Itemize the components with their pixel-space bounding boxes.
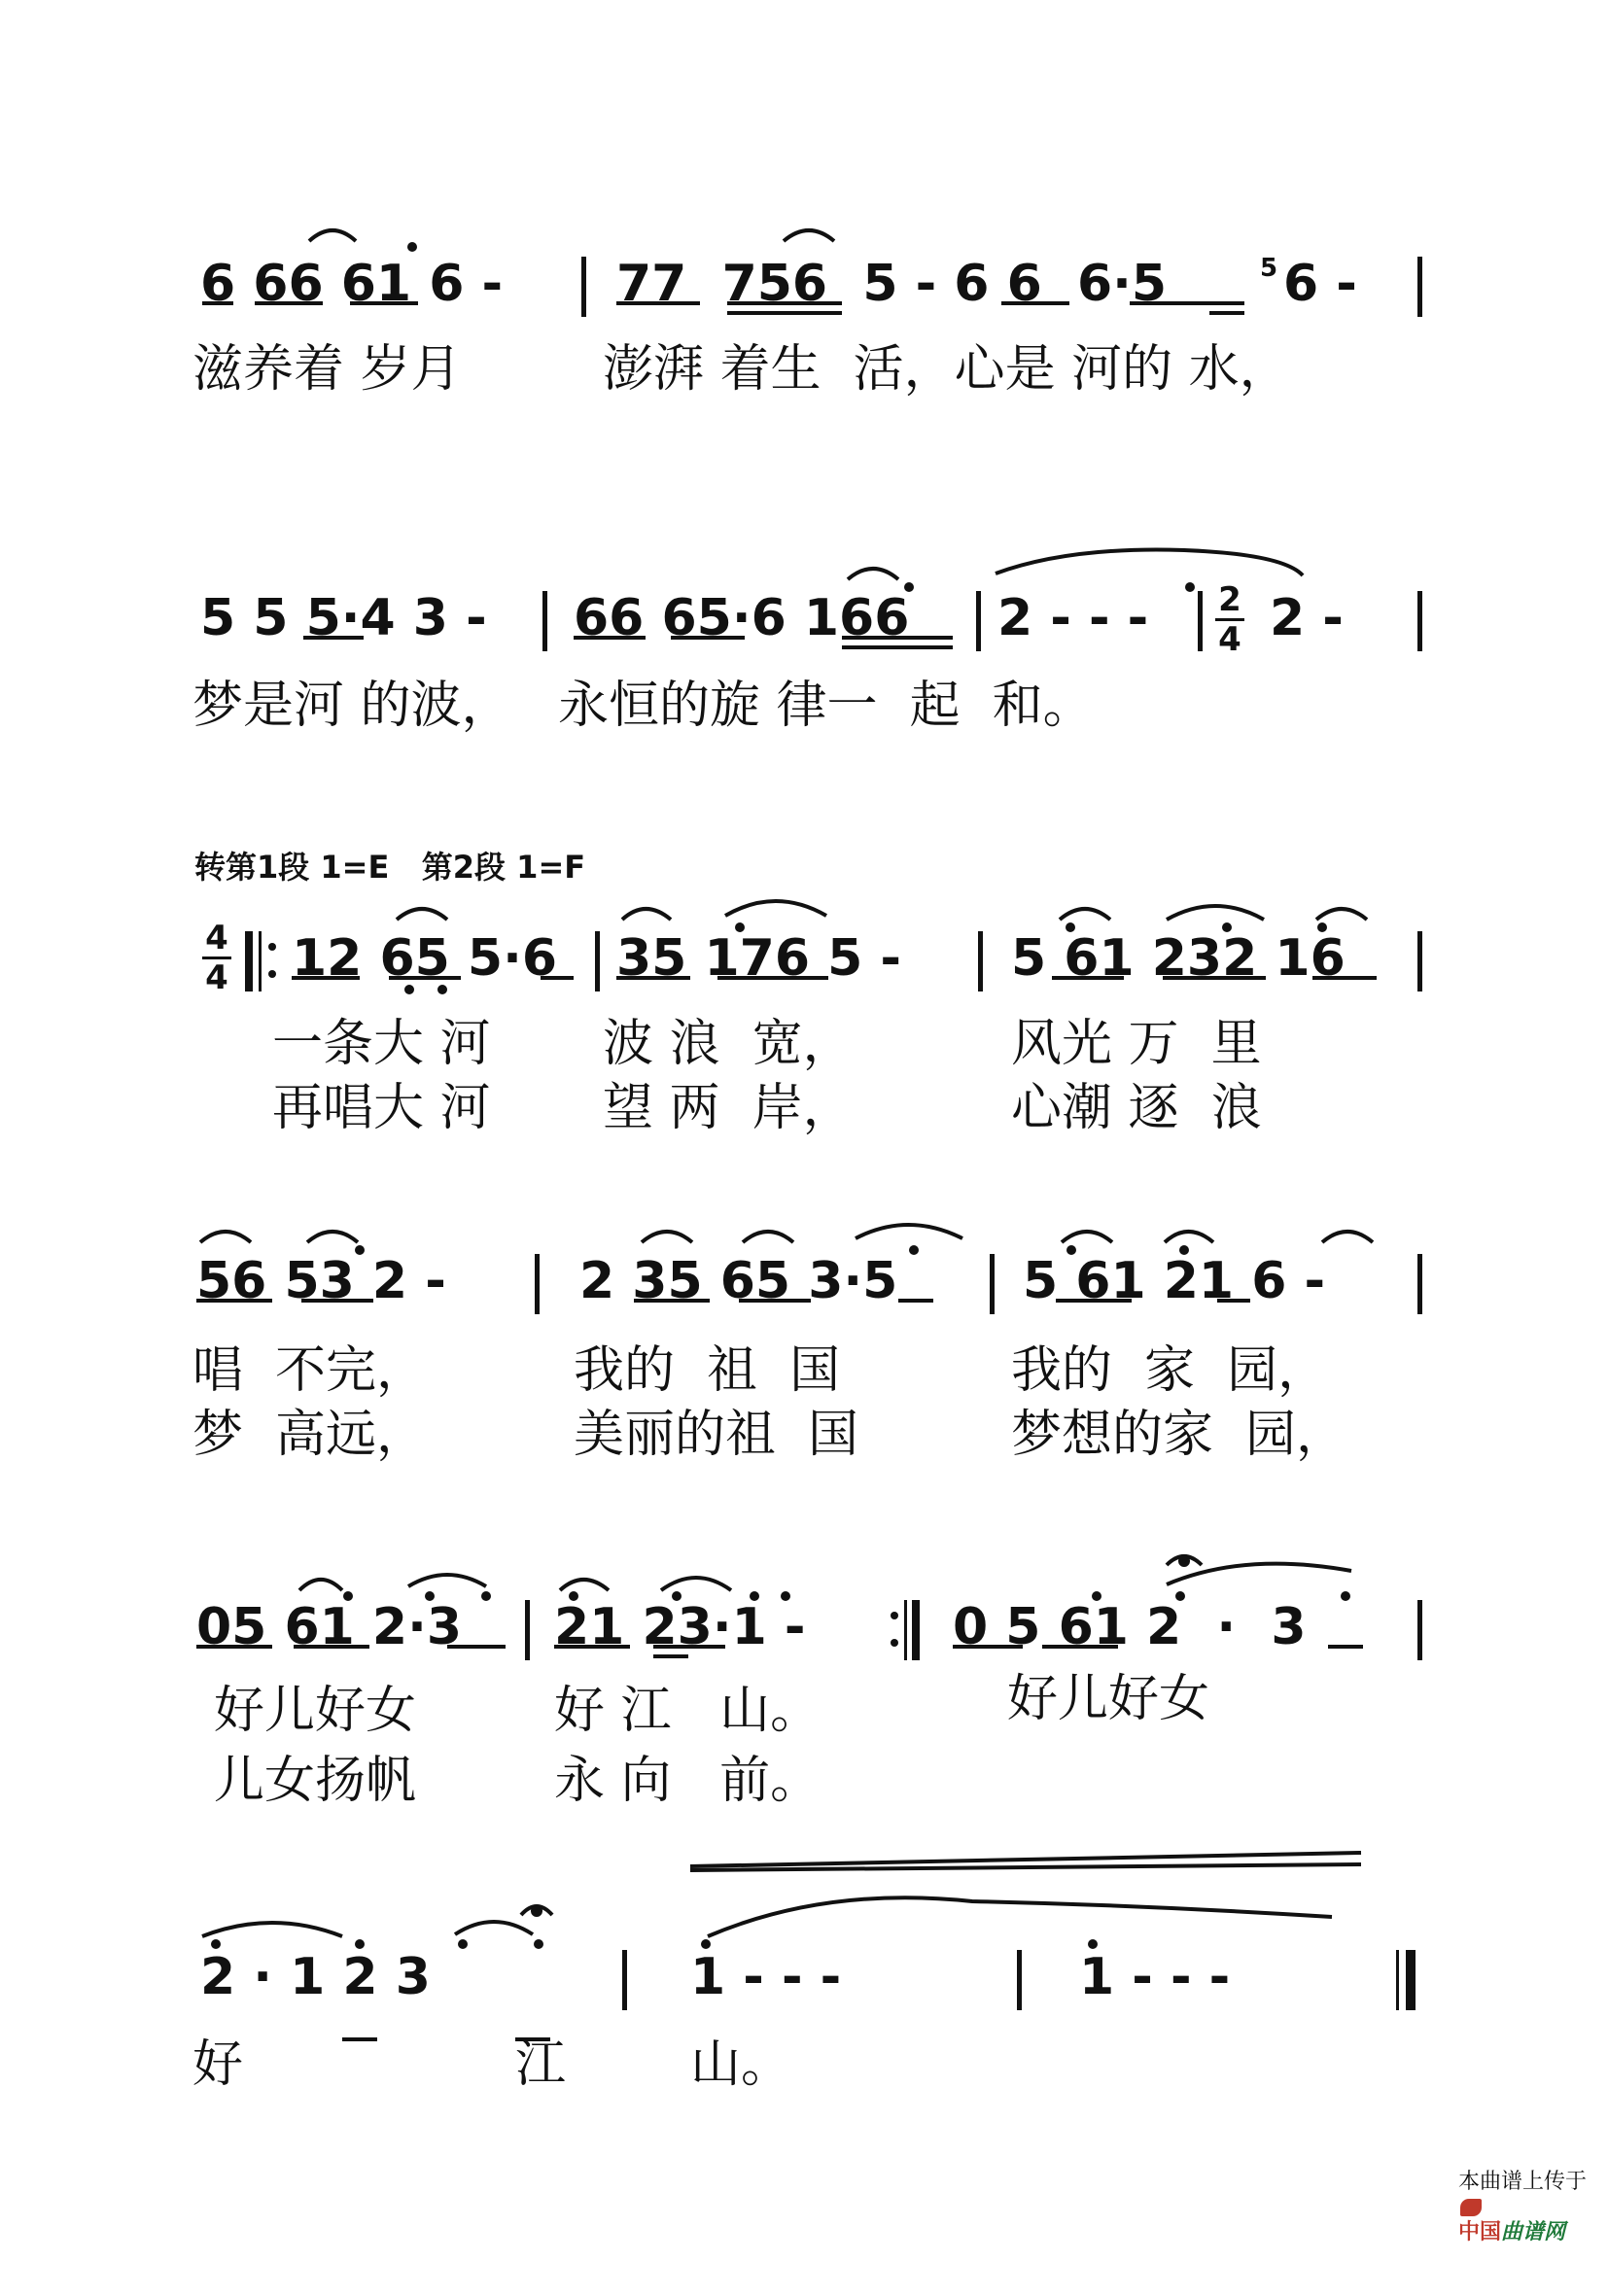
barline — [1417, 1254, 1422, 1314]
row1-lyrics-b: 澎湃 着生 活，心是 河的 水， — [603, 340, 1290, 399]
final-barline-thick — [1406, 1950, 1416, 2010]
row5-lyrics-v2-a: 儿女扬帆 — [214, 1752, 417, 1810]
brand-part-a: 中国 — [1457, 2220, 1501, 2244]
row3-notes-b: 35 176 5 - — [616, 929, 901, 988]
row3-notes-a: 12 65 5·6 — [292, 929, 558, 988]
row4-notes-b: 2 35 65 3·5 — [579, 1252, 898, 1310]
row5-notes-a: 05 61 2·3 — [196, 1598, 463, 1656]
barline — [1198, 591, 1203, 651]
barline — [1417, 591, 1422, 651]
row2-notes-c: 2 - - - — [997, 589, 1149, 647]
row3-lyrics-v1-a: 一条大 河 — [272, 1015, 491, 1073]
time-sig-top: 2 — [1218, 580, 1241, 619]
barline — [1017, 1950, 1022, 2010]
barline — [1417, 257, 1422, 317]
repeat-end-thick — [912, 1600, 920, 1660]
row3-lyrics-v2-a: 再唱大 河 — [272, 1079, 491, 1137]
row5-lyrics-v1-c: 好儿好女 — [1007, 1670, 1210, 1728]
barline — [525, 1600, 530, 1660]
barline — [622, 1950, 627, 2010]
row6-lyrics-a: 好 — [192, 2035, 244, 2094]
row3-lyrics-v1-b: 波 浪 宽， — [603, 1015, 854, 1073]
grace-note: 5 — [1260, 254, 1278, 283]
modulation-text: 转第1段 1=E 第2段 1=F — [194, 849, 586, 886]
row5-notes-b: 21 23·1 - — [554, 1598, 806, 1656]
row6-lyrics-c: 山。 — [690, 2035, 792, 2094]
repeat-end-thin — [904, 1600, 907, 1660]
row5-lyrics-v2-b: 永 向 前。 — [554, 1752, 821, 1810]
row1-notes-b: 77 756 5 - 6 6 6·5 — [616, 255, 1168, 313]
row4-lyrics-v1-c: 我的 家 园， — [1011, 1341, 1329, 1400]
row2-lyrics-b: 永恒的旋 律一 起 和。 — [558, 677, 1094, 735]
barline — [976, 591, 981, 651]
row6-lyrics-b: 江 — [515, 2035, 567, 2094]
site-logo-icon — [1460, 2199, 1482, 2216]
row4-lyrics-v1-a: 唱 不完， — [192, 1341, 428, 1400]
row4-lyrics-v1-b: 我的 祖 国 — [574, 1341, 841, 1400]
row1-notes-a: 6 66 61 6 - — [200, 255, 504, 313]
barline — [978, 931, 983, 991]
row2-lyrics-a: 梦是河 的波， — [192, 677, 512, 735]
row6-notes-b: 1 - - - — [690, 1948, 842, 2006]
upload-text: 本曲谱上传于 — [1457, 2170, 1587, 2194]
barline — [535, 1254, 540, 1314]
final-barline-thin — [1396, 1950, 1399, 2010]
time-sig-top: 4 — [205, 919, 228, 957]
row5-lyrics-v1-b: 好 江 山。 — [554, 1682, 821, 1740]
repeat-start-thick — [245, 931, 253, 991]
site-watermark — [1431, 2144, 1587, 2271]
row4-lyrics-v2-b: 美丽的祖 国 — [574, 1406, 859, 1464]
row4-notes-c: 5 61 21 6 - — [1023, 1252, 1326, 1310]
row2-notes-b: 66 65·6 166 — [574, 589, 910, 647]
brand-part-b: 曲谱网 — [1501, 2220, 1566, 2244]
repeat-start-thin — [259, 931, 262, 991]
barline — [990, 1254, 995, 1314]
barline — [1417, 1600, 1422, 1660]
time-sig-bottom: 4 — [205, 958, 228, 997]
row3-lyrics-v1-c: 风光 万 里 — [1011, 1015, 1262, 1073]
row4-notes-a: 56 53 2 - — [196, 1252, 446, 1310]
time-signature — [202, 919, 231, 997]
barline — [595, 931, 600, 991]
row2-notes-d: 2 - — [1270, 589, 1344, 647]
row3-notes-c: 5 61 232 16 — [1011, 929, 1346, 988]
repeat-dots — [268, 943, 276, 982]
barline — [581, 257, 586, 317]
row4-lyrics-v2-c: 梦想的家 园， — [1011, 1406, 1347, 1464]
row6-notes-c: 1 - - - — [1079, 1948, 1231, 2006]
barline — [1417, 931, 1422, 991]
time-signature-change — [1215, 580, 1244, 659]
row5-notes-c: 0 5 61 2 · 3 — [953, 1598, 1307, 1656]
row1-lyrics-a: 滋养着 岁月 — [192, 340, 462, 399]
row4-lyrics-v2-a: 梦 高远， — [192, 1406, 428, 1464]
row5-lyrics-v1-a: 好儿好女 — [214, 1682, 417, 1740]
row3-lyrics-v2-c: 心潮 逐 浪 — [1011, 1079, 1262, 1137]
repeat-end-dots — [891, 1612, 898, 1651]
barline — [542, 591, 547, 651]
row6-notes-a: 2 · 1 2 3 — [200, 1948, 431, 2006]
row3-lyrics-v2-b: 望 两 岸， — [603, 1079, 854, 1137]
row2-notes-a: 5 5 5·4 3 - — [200, 589, 487, 647]
time-sig-bottom: 4 — [1218, 620, 1241, 659]
row1-notes-c: 6 - — [1283, 255, 1357, 313]
